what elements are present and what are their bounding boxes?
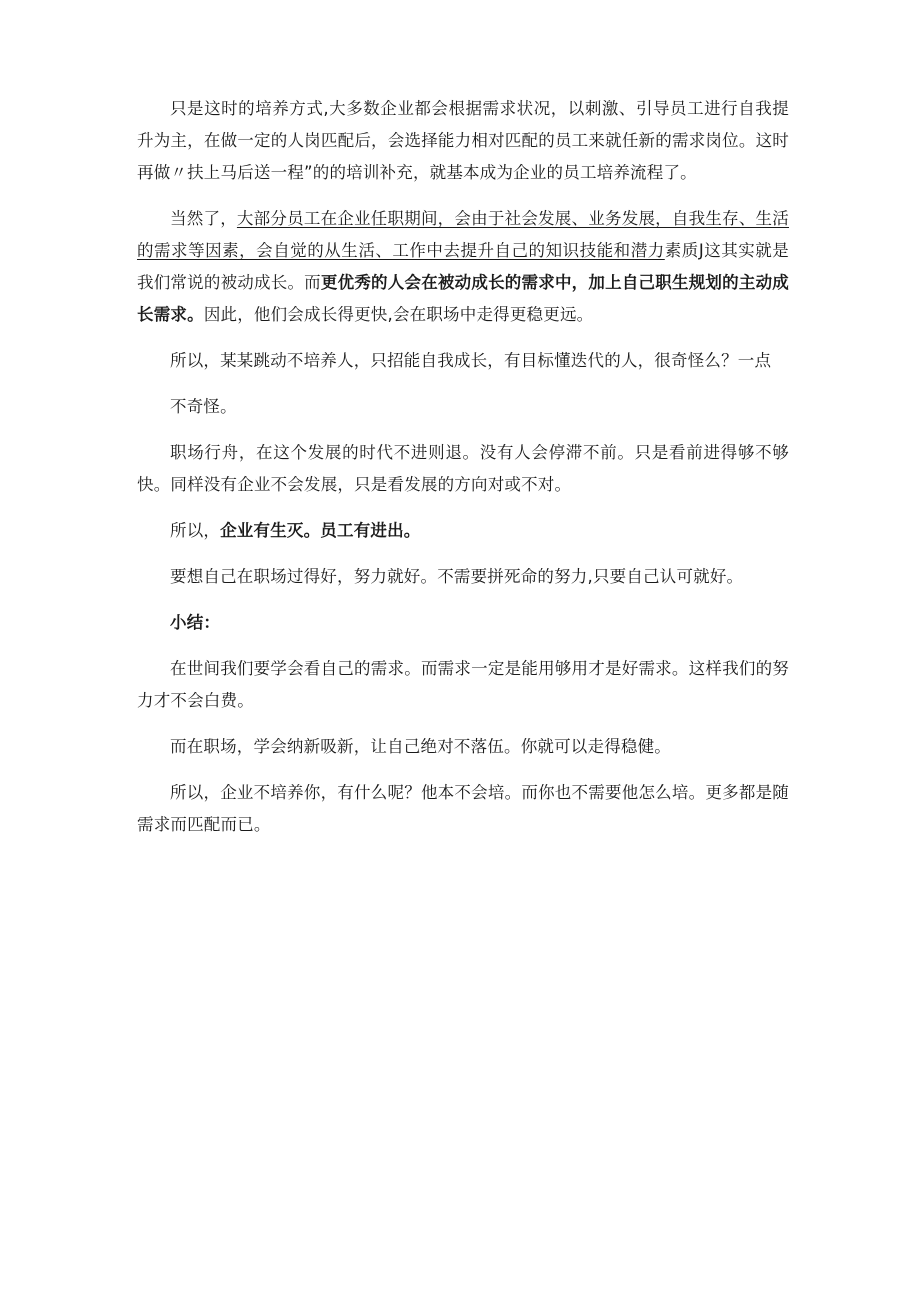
- paragraph-5-lead: 所以，: [170, 521, 221, 540]
- paragraph-3: [137, 345, 789, 423]
- paragraph-5-bold: 企业有生灭。员工有进出。: [220, 521, 421, 540]
- summary-heading: 小结：: [170, 613, 221, 632]
- paragraph-2-underlined: 大部分员工在企业任职期间，会由于社会发展、业务发展，自我生存、生活的需求等因素，会自觉的从生活、工作中去提升自己的知识技能和潜力: [137, 209, 789, 260]
- paragraph-2-mid: 素质J这其实就是我们常说的被动成长。而: [137, 241, 790, 292]
- paragraph-6: 要想自己在职场过得好，努力就好。不需要拼死命的努力,只要自己认可就好。: [170, 567, 744, 586]
- paragraph-8: 在世间我们要学会看自己的需求。而需求一定是能用够用才是好需求。这样我们的努力才不会白费。: [137, 659, 789, 710]
- paragraph-2-tail: 因此，他们会成长得更快,会在职场中走得更稳更远。: [203, 305, 594, 324]
- document-body: [137, 93, 789, 841]
- paragraph-3-line2: 不奇怪。: [170, 397, 237, 416]
- paragraph-2-bold: 更优秀的人会在被动成长的需求中，加上自己职生规划的主动成长需求。: [137, 273, 789, 324]
- paragraph-2: [137, 203, 789, 331]
- paragraph-3-line1: 所以，某某跳动不培养人，只招能自我成长，有目标懂迭代的人，很奇怪么？一点: [170, 351, 772, 370]
- paragraph-10: 所以，企业不培养你，有什么呢？他本不会培。而你也不需要他怎么培。更多都是随需求而匹配而已。: [137, 783, 789, 834]
- paragraph-4: 职场行舟，在这个发展的时代不进则退。没有人会停滞不前。只是看前进得够不够快。同样没有企业不会发展，只是看发展的方向对或不对。: [137, 443, 789, 494]
- paragraph-2-lead: 当然了，: [170, 209, 237, 228]
- paragraph-9: 而在职场，学会纳新吸新，让自己绝对不落伍。你就可以走得稳健。: [170, 737, 671, 756]
- paragraph-5: [137, 515, 789, 547]
- paragraph-1: 只是这时的培养方式,大多数企业都会根据需求状况，以刺激、引导员工进行自我提升为主，在做一定的人岗匹配后，会选择能力相对匹配的员工来就任新的需求岗位。这时再做〃扶上马后送一程”的的培训补充，就基本成为企业的员工培养流程了。: [137, 99, 789, 182]
